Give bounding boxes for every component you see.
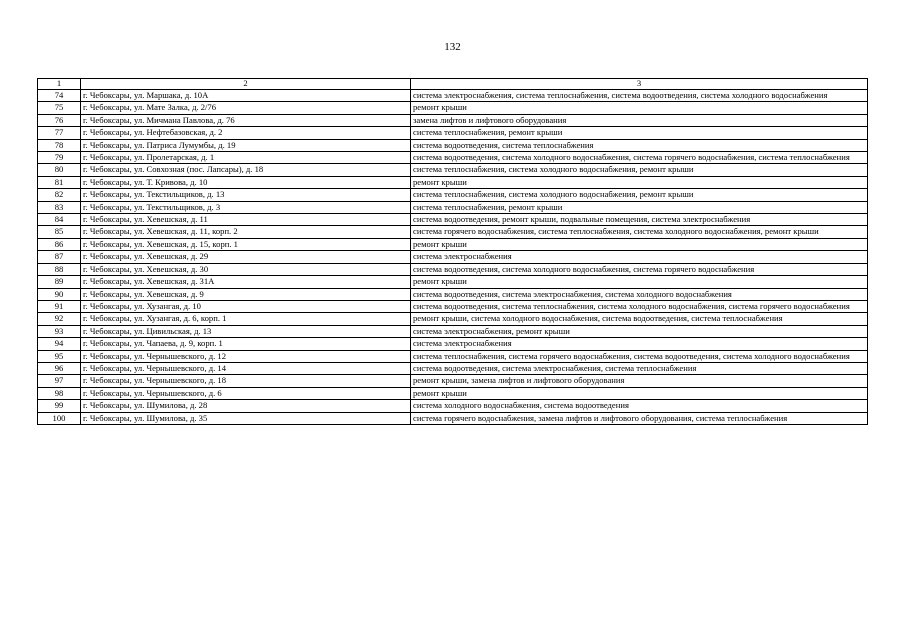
row-number: 77	[38, 127, 81, 139]
table-row	[38, 276, 868, 288]
table-row	[38, 238, 868, 250]
table-row	[38, 313, 868, 325]
row-works: ремонт крыши	[411, 276, 868, 288]
table-row	[38, 288, 868, 300]
row-works: ремонт крыши	[411, 176, 868, 188]
table-row	[38, 338, 868, 350]
row-address: г. Чебоксары, ул. Цивильская, д. 13	[81, 325, 411, 337]
row-works: система водоотведения, ремонт крыши, подвальные помещения, система электроснабжения	[411, 214, 868, 226]
row-number: 91	[38, 300, 81, 312]
table-row	[38, 201, 868, 213]
row-address: г. Чебоксары, ул. Хевешская, д. 11, корп. 2	[81, 226, 411, 238]
row-number: 87	[38, 251, 81, 263]
row-works: система водоотведения, система теплоснабжения, система холодного водоснабжения, система горячего водоснабжения	[411, 300, 868, 312]
table-row	[38, 350, 868, 362]
row-address: г. Чебоксары, ул. Мате Залка, д. 2/76	[81, 102, 411, 114]
row-works: система водоотведения, система электроснабжения, система теплоснабжения	[411, 362, 868, 374]
table-row	[38, 102, 868, 114]
row-number: 79	[38, 152, 81, 164]
row-number: 85	[38, 226, 81, 238]
row-address: г. Чебоксары, ул. Чернышевского, д. 18	[81, 375, 411, 387]
row-number: 94	[38, 338, 81, 350]
row-address: г. Чебоксары, ул. Хевешская, д. 31А	[81, 276, 411, 288]
row-address: г. Чебоксары, ул. Хузангая, д. 10	[81, 300, 411, 312]
row-number: 88	[38, 263, 81, 275]
table-row	[38, 114, 868, 126]
page-number: 132	[444, 41, 461, 53]
row-works: система холодного водоснабжения, система водоотведения	[411, 400, 868, 412]
row-number: 86	[38, 238, 81, 250]
table-row	[38, 152, 868, 164]
row-address: г. Чебоксары, ул. Пролетарская, д. 1	[81, 152, 411, 164]
row-number: 80	[38, 164, 81, 176]
row-address: г. Чебоксары, ул. Хевешская, д. 9	[81, 288, 411, 300]
row-works: ремонт крыши	[411, 387, 868, 399]
row-address: г. Чебоксары, ул. Хевешская, д. 15, корп. 1	[81, 238, 411, 250]
row-number: 75	[38, 102, 81, 114]
row-works: система водоотведения, система электроснабжения, система холодного водоснабжения	[411, 288, 868, 300]
row-number: 76	[38, 114, 81, 126]
row-address: г. Чебоксары, ул. Хузангая, д. 6, корп. 1	[81, 313, 411, 325]
row-number: 93	[38, 325, 81, 337]
row-number: 84	[38, 214, 81, 226]
row-address: г. Чебоксары, ул. Чапаева, д. 9, корп. 1	[81, 338, 411, 350]
header-col-3: 3	[411, 79, 868, 90]
row-number: 99	[38, 400, 81, 412]
table-row	[38, 127, 868, 139]
row-works: система водоотведения, система холодного водоснабжения, система горячего водоснабжения, система теплоснабжения	[411, 152, 868, 164]
row-address: г. Чебоксары, ул. Т. Кривова, д. 10	[81, 176, 411, 188]
row-works: ремонт крыши	[411, 238, 868, 250]
row-address: г. Чебоксары, ул. Мичмана Павлова, д. 76	[81, 114, 411, 126]
row-address: г. Чебоксары, ул. Чернышевского, д. 6	[81, 387, 411, 399]
row-number: 89	[38, 276, 81, 288]
table-row	[38, 251, 868, 263]
row-number: 81	[38, 176, 81, 188]
table-row	[38, 263, 868, 275]
row-works: система теплоснабжения, ремонт крыши	[411, 127, 868, 139]
row-works: система электроснабжения, система теплоснабжения, система водоотведения, система холодного водоснабжения	[411, 90, 868, 102]
row-number: 90	[38, 288, 81, 300]
row-works: замена лифтов и лифтового оборудования	[411, 114, 868, 126]
table-body	[38, 90, 868, 425]
row-number: 74	[38, 90, 81, 102]
row-address: г. Чебоксары, ул. Нефтебазовская, д. 2	[81, 127, 411, 139]
row-number: 83	[38, 201, 81, 213]
row-works: система горячего водоснабжения, замена лифтов и лифтового оборудования, система теплоснабжения	[411, 412, 868, 424]
row-works: система теплоснабжения, система горячего водоснабжения, система водоотведения, система холодного водоснабжения	[411, 350, 868, 362]
row-address: г. Чебоксары, ул. Хевешская, д. 30	[81, 263, 411, 275]
row-number: 82	[38, 189, 81, 201]
row-address: г. Чебоксары, ул. Чернышевского, д. 12	[81, 350, 411, 362]
row-address: г. Чебоксары, ул. Текстильщиков, д. 3	[81, 201, 411, 213]
table-row	[38, 90, 868, 102]
table-row	[38, 164, 868, 176]
table-row	[38, 176, 868, 188]
table-row	[38, 375, 868, 387]
table-row	[38, 226, 868, 238]
row-address: г. Чебоксары, ул. Маршака, д. 10А	[81, 90, 411, 102]
row-works: система электроснабжения	[411, 338, 868, 350]
row-works: ремонт крыши	[411, 102, 868, 114]
row-address: г. Чебоксары, ул. Шумилова, д. 28	[81, 400, 411, 412]
row-works: система горячего водоснабжения, система теплоснабжения, система холодного водоснабжения, ремонт крыши	[411, 226, 868, 238]
table-row	[38, 214, 868, 226]
row-works: система теплоснабжения, ремонт крыши	[411, 201, 868, 213]
table-row	[38, 362, 868, 374]
row-number: 95	[38, 350, 81, 362]
row-address: г. Чебоксары, ул. Совхозная (пос. Лапсары), д. 18	[81, 164, 411, 176]
table-row	[38, 400, 868, 412]
table-row	[38, 387, 868, 399]
row-address: г. Чебоксары, ул. Текстильщиков, д. 13	[81, 189, 411, 201]
header-col-1: 1	[38, 79, 81, 90]
row-address: г. Чебоксары, ул. Патриса Лумумбы, д. 19	[81, 139, 411, 151]
row-number: 100	[38, 412, 81, 424]
row-works: система водоотведения, система холодного водоснабжения, система горячего водоснабжения	[411, 263, 868, 275]
row-works: система электроснабжения, ремонт крыши	[411, 325, 868, 337]
row-works: система теплоснабжения, система холодного водоснабжения, ремонт крыши	[411, 164, 868, 176]
row-address: г. Чебоксары, ул. Хевешская, д. 11	[81, 214, 411, 226]
row-works: система водоотведения, система теплоснабжения	[411, 139, 868, 151]
row-address: г. Чебоксары, ул. Шумилова, д. 35	[81, 412, 411, 424]
row-works: система электроснабжения	[411, 251, 868, 263]
row-number: 96	[38, 362, 81, 374]
row-address: г. Чебоксары, ул. Хевешская, д. 29	[81, 251, 411, 263]
row-works: система теплоснабжения, система холодного водоснабжения, ремонт крыши	[411, 189, 868, 201]
row-number: 97	[38, 375, 81, 387]
repair-program-table	[37, 78, 868, 425]
table-row	[38, 412, 868, 424]
row-number: 92	[38, 313, 81, 325]
header-col-2: 2	[81, 79, 411, 90]
table-row	[38, 189, 868, 201]
row-works: ремонт крыши, замена лифтов и лифтового оборудования	[411, 375, 868, 387]
row-works: ремонт крыши, система холодного водоснабжения, система водоотведения, система теплоснабжения	[411, 313, 868, 325]
table-row	[38, 300, 868, 312]
table-row	[38, 139, 868, 151]
row-number: 78	[38, 139, 81, 151]
table-row	[38, 325, 868, 337]
row-address: г. Чебоксары, ул. Чернышевского, д. 14	[81, 362, 411, 374]
row-number: 98	[38, 387, 81, 399]
table-header-row	[38, 79, 868, 90]
